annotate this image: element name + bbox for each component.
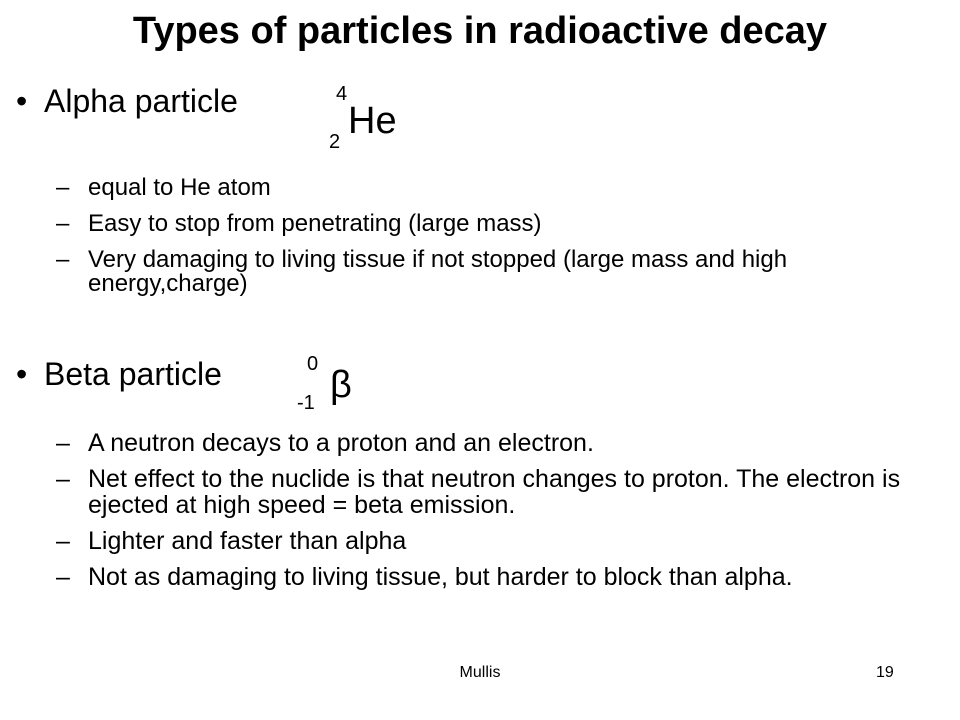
alpha-atomic-number: 2	[329, 131, 341, 153]
alpha-point-list	[56, 176, 936, 308]
list-item	[56, 528, 936, 554]
dash-glyph: –	[56, 527, 70, 555]
list-item	[56, 430, 936, 456]
alpha-symbol: He	[348, 100, 397, 142]
beta-symbol: β	[330, 364, 352, 406]
list-item	[56, 564, 936, 590]
bullet-beta-particle	[16, 355, 222, 393]
bullet-glyph: •	[16, 356, 28, 392]
beta-point-text: Net effect to the nuclide is that neutron changes to proton. The electron is ejected at high speed = beta emission.	[88, 465, 901, 519]
alpha-point-text: equal to He atom	[88, 174, 271, 201]
beta-point-text: A neutron decays to a proton and an electron.	[88, 429, 594, 457]
list-item	[56, 248, 936, 296]
beta-particle-label: Beta particle	[44, 356, 222, 392]
alpha-particle-label: Alpha particle	[44, 83, 238, 119]
page-number: 19	[876, 664, 894, 681]
beta-mass-number: 0	[307, 353, 319, 375]
list-item	[56, 466, 936, 518]
beta-atomic-number: -1	[297, 392, 315, 414]
dash-glyph: –	[56, 246, 70, 273]
list-item	[56, 176, 936, 200]
alpha-point-text: Easy to stop from penetrating (large mass)	[88, 210, 542, 237]
dash-glyph: –	[56, 210, 70, 237]
dash-glyph: –	[56, 429, 70, 457]
dash-glyph: –	[56, 465, 70, 493]
footer-author: Mullis	[459, 664, 501, 681]
bullet-alpha-particle	[16, 82, 238, 120]
slide-title: Types of particles in radioactive decay	[132, 10, 828, 52]
beta-point-text: Not as damaging to living tissue, but harder to block than alpha.	[88, 563, 793, 591]
alpha-point-text: Very damaging to living tissue if not stopped (large mass and high energy,charge)	[88, 246, 788, 297]
alpha-mass-number: 4	[336, 83, 348, 105]
bullet-glyph: •	[16, 83, 28, 119]
list-item	[56, 212, 936, 236]
dash-glyph: –	[56, 174, 70, 201]
beta-point-list	[56, 430, 936, 600]
beta-point-text: Lighter and faster than alpha	[88, 527, 407, 555]
dash-glyph: –	[56, 563, 70, 591]
